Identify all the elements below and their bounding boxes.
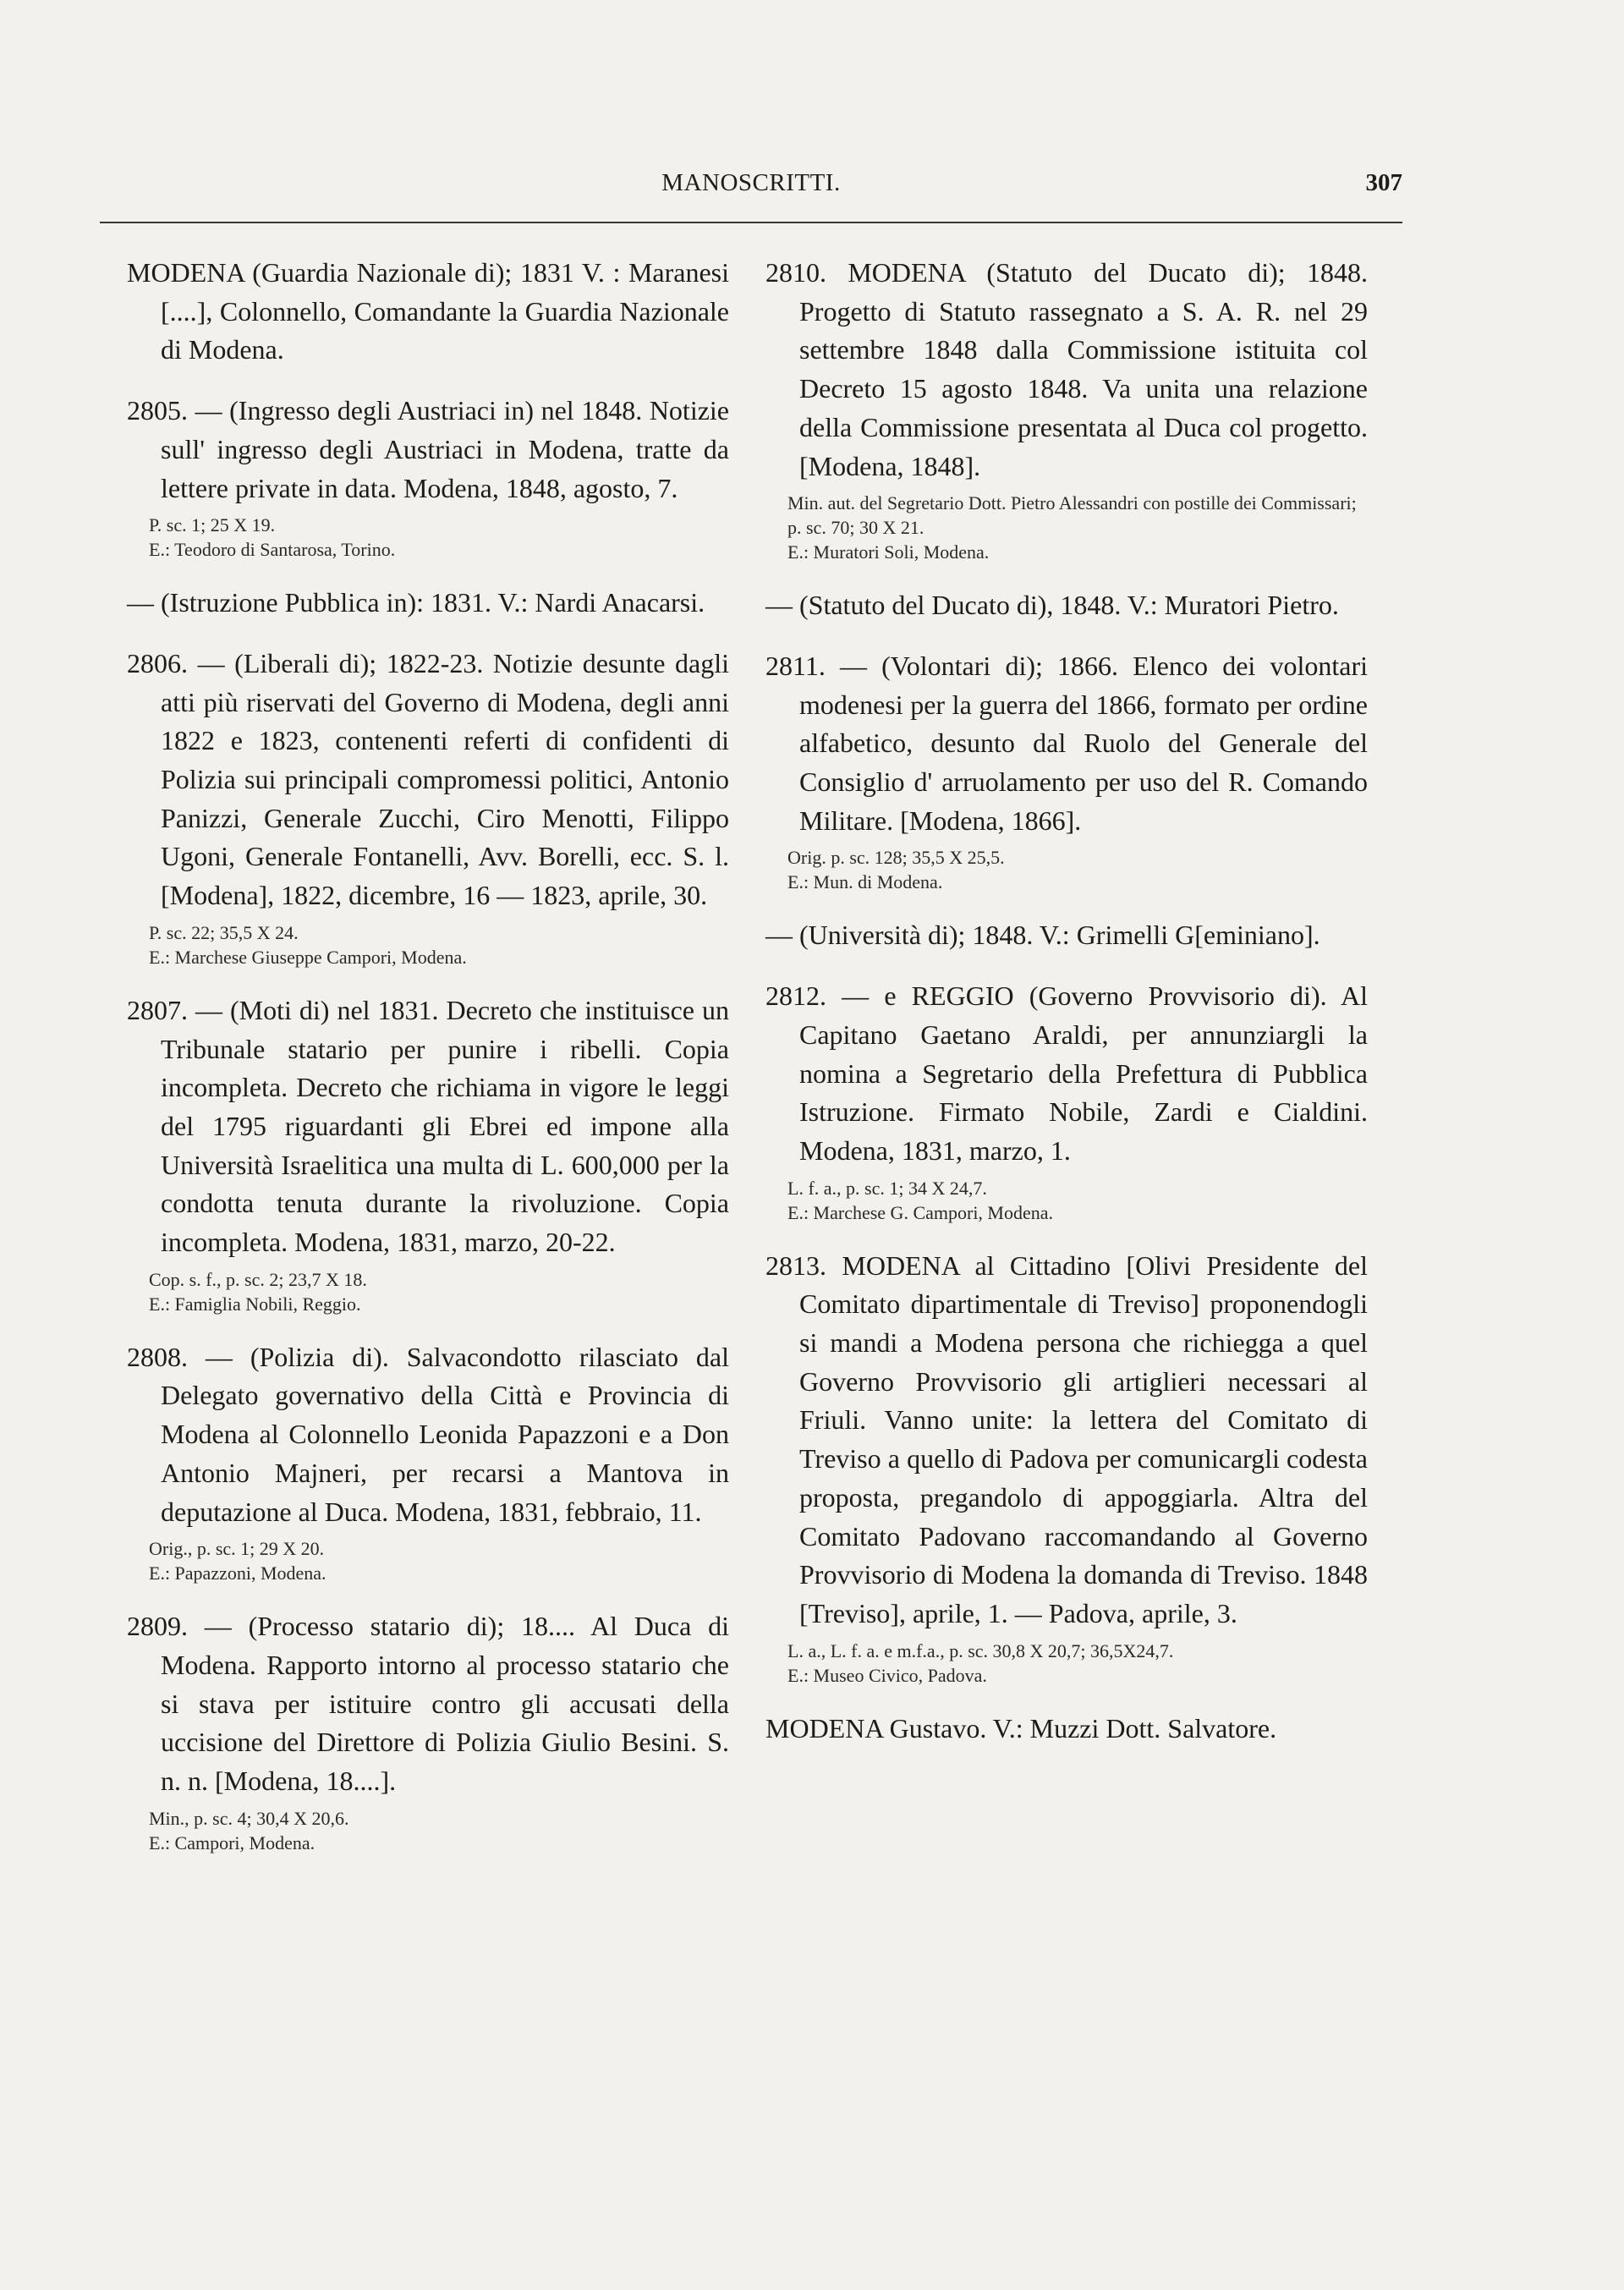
entry-description-line: E.: Campori, Modena. xyxy=(149,1831,315,1853)
entry-description-line: E.: Teodoro di Santarosa, Torino. xyxy=(149,539,396,561)
entry-description xyxy=(127,513,729,562)
entry-description-line: Cop. s. f., p. sc. 2; 23,7 X 18. xyxy=(149,1268,367,1290)
entry-text: MODENA (Guardia Nazionale di); 1831 V. : Maranesi [....], Colonnello, Comandante la Guardia Nazionale di Modena. xyxy=(127,257,729,365)
entry-description-line: L. f. a., p. sc. 1; 34 X 24,7. xyxy=(787,1177,987,1199)
catalog-entry xyxy=(765,254,1368,564)
entry-text: — (Statuto del Ducato di), 1848. V.: Muratori Pietro. xyxy=(765,590,1339,621)
left-column xyxy=(127,254,729,1877)
entry-description-line: L. a., L. f. a. e m.f.a., p. sc. 30,8 X 20,7; 36,5X24,7. xyxy=(787,1639,1174,1661)
entry-description-line: Orig. p. sc. 128; 35,5 X 25,5. xyxy=(787,847,1005,869)
entry-text: 2806. — (Liberali di); 1822-23. Notizie desunte dagli atti più riservati del Governo di Modena, degli anni 1822 e 1823, contenenti referti di confidenti di Polizia sui principali compromessi politici, Antonio Panizzi, Generale Zucchi, Ciro Menotti, Filippo Ugoni, Generale Fontanelli, Avv. Borelli, ecc. S. l. [Modena], 1822, dicembre, 16 — 1823, aprile, 30. xyxy=(127,647,729,911)
entry-text: — (Università di); 1848. V.: Grimelli G[eminiano]. xyxy=(765,920,1320,951)
running-header xyxy=(100,169,1402,206)
entry-description-line: E.: Marchese G. Campori, Modena. xyxy=(787,1201,1054,1223)
entry-description-line: E.: Papazzoni, Modena. xyxy=(149,1562,326,1584)
entry-text: 2813. MODENA al Cittadino [Olivi Presidente del Comitato dipartimentale di Treviso] proponendogli si mandi a Modena persona che richiegga a quel Governo Provvisorio gli artiglieri necessari al Friuli. Vanno unite: la lettera del Comitato di Treviso a quello di Padova per comunicargli codesta proposta, pregandolo di appoggiarla. Altra del Comitato Padovano raccomandando al Governo Provvisorio di Modena la domanda di Treviso. 1848 [Treviso], aprile, 1. — Padova, aprile, 3. xyxy=(765,1249,1368,1628)
entry-description-line: Min., p. sc. 4; 30,4 X 20,6. xyxy=(149,1807,349,1829)
entry-description-line: Orig., p. sc. 1; 29 X 20. xyxy=(149,1538,325,1560)
entry-text: 2810. MODENA (Statuto del Ducato di); 1848. Progetto di Statuto rassegnato a S. A. R. nel 29 settembre 1848 dalla Commissione istituita col Decreto 15 agosto 1848. Va unita una relazione della Commissione presentata al Duca col progetto. [Modena, 1848]. xyxy=(765,257,1368,481)
catalog-entry xyxy=(127,584,729,623)
entry-description-line: E.: Famiglia Nobili, Reggio. xyxy=(149,1293,361,1315)
catalog-entry xyxy=(765,1710,1368,1749)
entry-description xyxy=(127,1267,729,1316)
catalog-entry xyxy=(127,1607,729,1855)
entry-description-line: P. sc. 1; 25 X 19. xyxy=(149,514,276,536)
catalog-entry xyxy=(127,991,729,1316)
entry-description xyxy=(127,1806,729,1855)
running-title: MANOSCRITTI. xyxy=(661,169,841,196)
entry-text: 2805. — (Ingresso degli Austriaci in) nel 1848. Notizie sull' ingresso degli Austriaci in Modena, tratte da lettere private in data. Modena, 1848, agosto, 7. xyxy=(127,395,729,503)
entry-text: 2809. — (Processo statario di); 18.... Al Duca di Modena. Rapporto intorno al processo statario che si stava per istituire contro gli accusati della uccisione del Direttore di Polizia Giulio Besini. S. n. n. [Modena, 18....]. xyxy=(127,1611,729,1797)
entry-description-line: Min. aut. del Segretario Dott. Pietro Alessandri con postille dei Commissari; p. sc. 70; 30 X 21. xyxy=(787,492,1357,539)
entry-description-line: E.: Mun. di Modena. xyxy=(787,871,943,893)
entry-description-line: E.: Muratori Soli, Modena. xyxy=(787,541,990,563)
catalog-entry xyxy=(127,254,729,370)
entry-description-line: E.: Marchese Giuseppe Campori, Modena. xyxy=(149,946,467,968)
entry-description xyxy=(765,491,1368,564)
entry-description xyxy=(127,1536,729,1585)
right-column xyxy=(765,254,1368,1770)
catalog-entry xyxy=(765,977,1368,1225)
entry-description-line: P. sc. 22; 35,5 X 24. xyxy=(149,921,299,943)
catalog-entry xyxy=(765,647,1368,895)
entry-description-line: E.: Museo Civico, Padova. xyxy=(787,1664,987,1686)
entry-description xyxy=(765,1639,1368,1688)
entry-description xyxy=(765,1176,1368,1225)
entry-text: 2811. — (Volontari di); 1866. Elenco dei volontari modenesi per la guerra del 1866, formato per ordine alfabetico, desunto dal Ruolo del Generale del Consiglio d' arruolamento per uso del R. Comando Militare. [Modena, 1866]. xyxy=(765,650,1368,836)
entry-text: MODENA Gustavo. V.: Muzzi Dott. Salvatore. xyxy=(765,1712,1277,1744)
catalog-entry xyxy=(765,916,1368,955)
catalog-entry xyxy=(127,645,729,969)
entry-text: — (Istruzione Pubblica in): 1831. V.: Nardi Anacarsi. xyxy=(127,587,705,618)
entry-description xyxy=(127,920,729,969)
entry-text: 2807. — (Moti di) nel 1831. Decreto che instituisce un Tribunale statario per punire i ribelli. Copia incompleta. Decreto che richiama in vigore le leggi del 1795 riguardanti gli Ebrei ed impone alla Università Israelitica una multa di L. 600,000 per la condotta tenuta durante la rivoluzione. Copia incompleta. Modena, 1831, marzo, 20-22. xyxy=(127,994,729,1258)
catalog-entry xyxy=(765,1247,1368,1688)
header-rule xyxy=(100,222,1402,223)
entry-description xyxy=(765,845,1368,894)
entry-text: 2812. — e REGGIO (Governo Provvisorio di). Al Capitano Gaetano Araldi, per annunziargli la nomina a Segretario della Prefettura di Pubblica Istruzione. Firmato Nobile, Zardi e Cialdini. Modena, 1831, marzo, 1. xyxy=(765,980,1368,1166)
catalog-entry xyxy=(127,392,729,562)
catalog-entry xyxy=(765,586,1368,625)
catalog-entry xyxy=(127,1338,729,1586)
page-number: 307 xyxy=(1365,169,1402,196)
entry-text: 2808. — (Polizia di). Salvacondotto rilasciato dal Delegato governativo della Città e Provincia di Modena al Colonnello Leonida Papazzoni e a Don Antonio Majneri, per recarsi a Mantova in deputazione al Duca. Modena, 1831, febbraio, 11. xyxy=(127,1341,729,1527)
